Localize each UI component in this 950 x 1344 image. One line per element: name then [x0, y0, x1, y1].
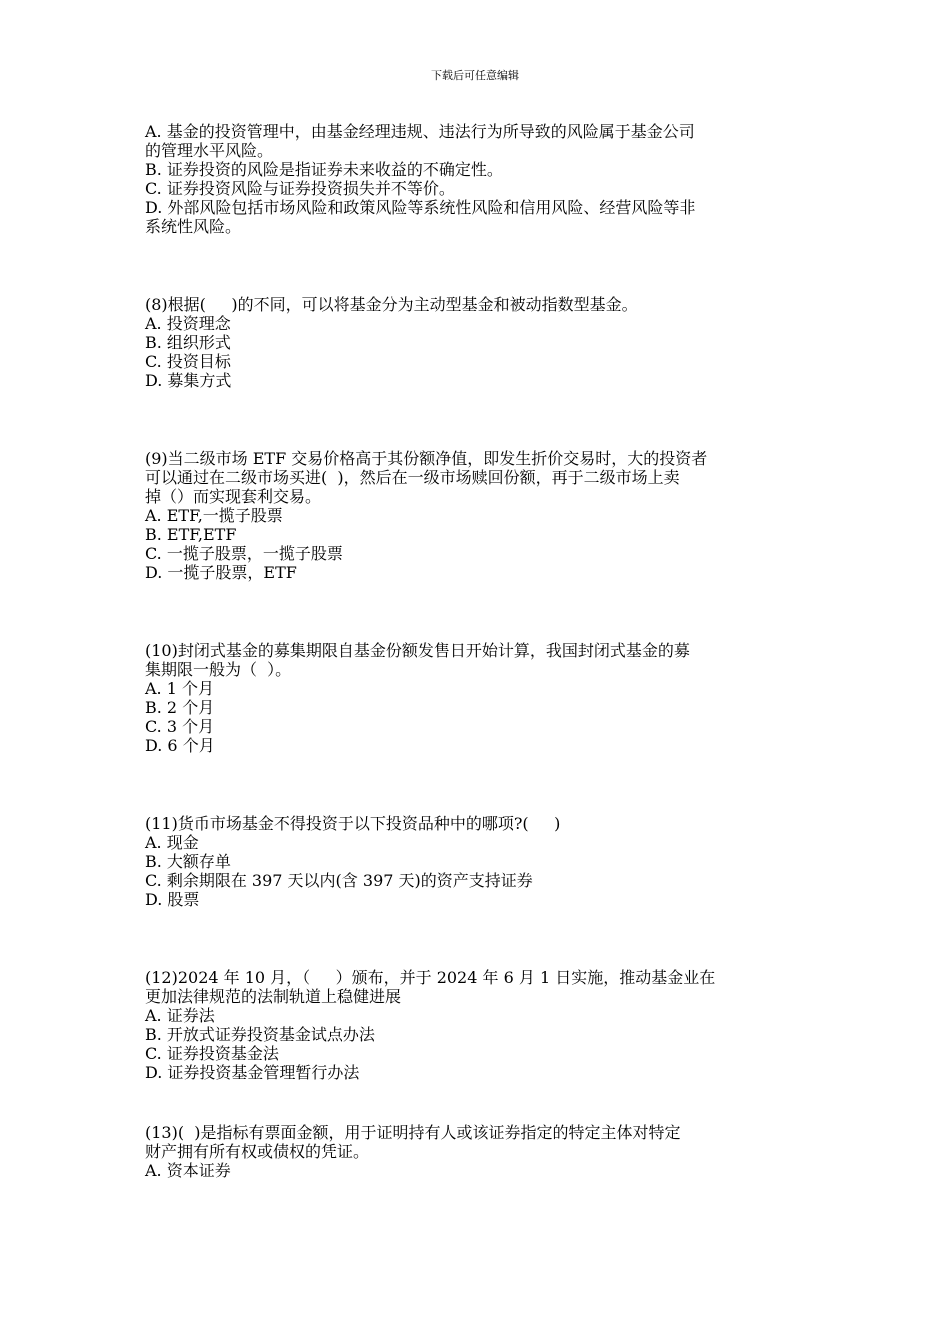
question-8	[145, 295, 810, 390]
question-text: (9)当二级市场 ETF 交易价格高于其份额净值，即发生折价交易时，大的投资者	[145, 449, 708, 468]
option-a: A. ETF,一揽子股票	[145, 506, 283, 525]
question-text: (8)根据( )的不同，可以将基金分为主动型基金和被动指数型基金。	[145, 295, 638, 314]
intro-line: A. 基金的投资管理中，由基金经理违规、违法行为所导致的风险属于基金公司	[145, 122, 695, 141]
option-a: A. 1 个月	[145, 679, 214, 698]
intro-line: D. 外部风险包括市场风险和政策风险等系统性风险和信用风险、经营风险等非	[145, 198, 696, 217]
question-text: 更加法律规范的法制轨道上稳健进展	[145, 987, 402, 1006]
option-d: D. 证券投资基金管理暂行办法	[145, 1063, 360, 1082]
intro-line: 系统性风险。	[145, 217, 242, 236]
question-text: (12)2024 年 10 月，（ ）颁布，并于 2024 年 6 月 1 日实施，推动基金业在	[145, 968, 716, 987]
option-c: C. 投资目标	[145, 352, 231, 371]
option-c: C. 3 个月	[145, 717, 215, 736]
question-10	[145, 641, 810, 755]
document-content	[145, 122, 810, 1180]
option-d: D. 6 个月	[145, 736, 215, 755]
question-text: (10)封闭式基金的募集期限自基金份额发售日开始计算，我国封闭式基金的募	[145, 641, 690, 660]
question-text: 可以通过在二级市场买进( )，然后在一级市场赎回份额，再于二级市场上卖	[145, 468, 680, 487]
option-b: B. ETF,ETF	[145, 525, 237, 544]
option-a: A. 资本证券	[145, 1161, 231, 1180]
option-a: A. 证券法	[145, 1006, 215, 1025]
intro-options	[145, 122, 810, 236]
option-c: C. 证券投资基金法	[145, 1044, 279, 1063]
option-b: B. 组织形式	[145, 333, 231, 352]
question-13	[145, 1123, 810, 1180]
intro-line: B. 证券投资的风险是指证券未来收益的不确定性。	[145, 160, 503, 179]
option-a: A. 现金	[145, 833, 199, 852]
option-c: C. 剩余期限在 397 天以内(含 397 天)的资产支持证券	[145, 871, 533, 890]
option-b: B. 2 个月	[145, 698, 215, 717]
question-text: 财产拥有所有权或债权的凭证。	[145, 1142, 370, 1161]
option-b: B. 大额存单	[145, 852, 231, 871]
question-11	[145, 814, 810, 909]
option-d: D. 募集方式	[145, 371, 232, 390]
question-9	[145, 449, 810, 582]
intro-line: 的管理水平风险。	[145, 141, 274, 160]
option-d: D. 股票	[145, 890, 200, 909]
question-text: (11)货币市场基金不得投资于以下投资品种中的哪项?( )	[145, 814, 561, 833]
option-a: A. 投资理念	[145, 314, 231, 333]
question-text: 集期限一般为（ ）。	[145, 660, 292, 679]
question-text: (13)( )是指标有票面金额，用于证明持有人或该证券指定的特定主体对特定	[145, 1123, 681, 1142]
question-12	[145, 968, 810, 1082]
header-note: 下载后可任意编辑	[431, 69, 519, 82]
option-d: D. 一揽子股票，ETF	[145, 563, 297, 582]
option-b: B. 开放式证券投资基金试点办法	[145, 1025, 375, 1044]
question-text: 掉（）而实现套利交易。	[145, 487, 322, 506]
intro-line: C. 证券投资风险与证券投资损失并不等价。	[145, 179, 455, 198]
option-c: C. 一揽子股票，一揽子股票	[145, 544, 343, 563]
